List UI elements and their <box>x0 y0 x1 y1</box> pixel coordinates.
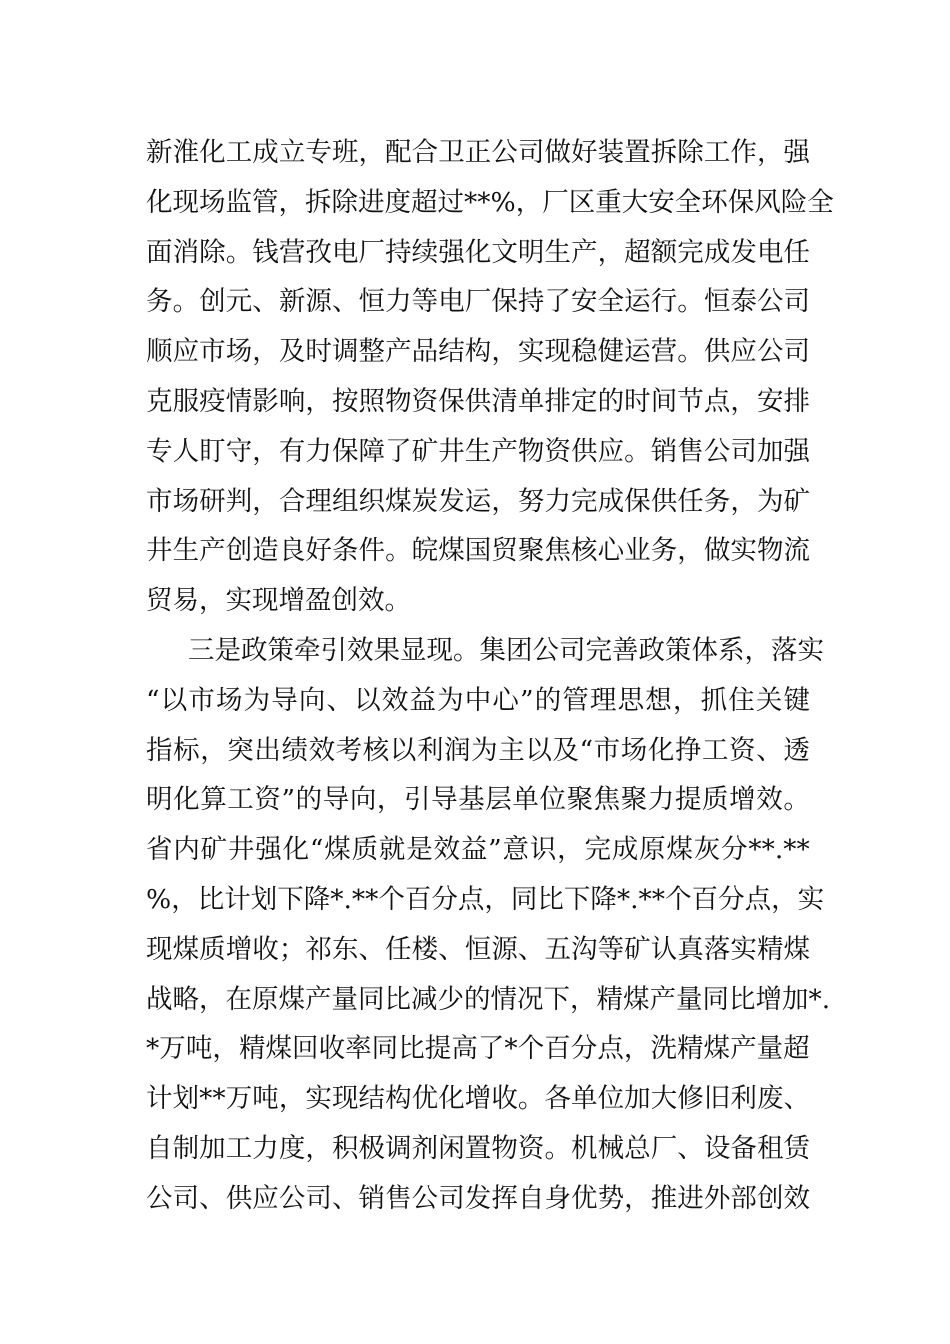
text-line-paragraph-end: 贸易，实现增盈创效。 <box>146 585 411 617</box>
text-line: 省 内 矿 井 强 化 “ 煤 质 就 是 效 益 ” 意 识 ， 完 成 原 煤 灰 分 **.** <box>146 834 810 866</box>
text-line: 新 淮 化 工 成 立 专 班 ， 配 合 卫 正 公 司 做 好 装 置 拆 除 工 作 ， 强 <box>146 137 810 168</box>
text-line: “ 以 市 场 为 导 向 、 以 效 益 为 中 心 ” 的 管 理 思 想 ， 抓 住 关 键 <box>146 684 810 716</box>
text-line: * 万 吨 ， 精 煤 回 收 率 同 比 提 高 了 * 个 百 分 点 ， 洗 精 煤 产 量 超 <box>146 1033 810 1065</box>
text-line: 明 化 算 工 资 ” 的 导 向 ， 引 导 基 层 单 位 聚 焦 聚 力 提 质 增 效 。 <box>146 784 810 816</box>
text-line: 面 消 除 。 钱 营 孜 电 厂 持 续 强 化 文 明 生 产 ， 超 额 完 成 发 电 任 <box>146 236 810 268</box>
body-text <box>146 128 834 1224</box>
text-line: % ， 比 计 划 下 降 *.** 个 百 分 点 ， 同 比 下 降 *.** 个 百 分 点 ， 实 <box>146 883 825 915</box>
text-line: 战 略 ， 在 原 煤 产 量 同 比 减 少 的 情 况 下 ， 精 煤 产 量 同 比 增 加 *. <box>146 983 831 1015</box>
text-line: 务 。 创 元 、 新 源 、 恒 力 等 电 厂 保 持 了 安 全 运 行 。 恒 泰 公 司 <box>146 286 810 318</box>
text-line: 公 司 、 供 应 公 司 、 销 售 公 司 发 挥 自 身 优 势 ， 推 进 外 部 创 效 <box>146 1182 810 1214</box>
text-line: 顺 应 市 场 ， 及 时 调 整 产 品 结 构 ， 实 现 稳 健 运 营 。 供 应 公 司 <box>146 336 810 368</box>
text-line: 计 划 ** 万 吨 ， 实 现 结 构 优 化 增 收 。 各 单 位 加 大 修 旧 利 废 、 <box>146 1083 810 1115</box>
text-line: 克 服 疫 情 影 响 ， 按 照 物 资 保 供 清 单 排 定 的 时 间 节 点 ， 安 排 <box>146 385 810 417</box>
text-line: 市 场 研 判 ， 合 理 组 织 煤 炭 发 运 ， 努 力 完 成 保 供 任 务 ， 为 矿 <box>146 485 810 517</box>
text-line: 指 标 ， 突 出 绩 效 考 核 以 利 润 为 主 以 及 “ 市 场 化 挣 工 资 、 透 <box>146 734 810 766</box>
text-line: 专 人 盯 守 ， 有 力 保 障 了 矿 井 生 产 物 资 供 应 。 销 售 公 司 加 强 <box>146 435 810 467</box>
text-line: 自 制 加 工 力 度 ， 积 极 调 剂 闲 置 物 资 。 机 械 总 厂 、 设 备 租 赁 <box>146 1132 810 1164</box>
text-line: 现 煤 质 增 收 ； 祁 东 、 任 楼 、 恒 源 、 五 沟 等 矿 认 真 落 实 精 煤 <box>146 933 810 965</box>
text-line: 化 现 场 监 管 ， 拆 除 进 度 超 过 **% ， 厂 区 重 大 安 全 环 保 风 险 全 <box>146 186 834 218</box>
text-line: 井 生 产 创 造 良 好 条 件 。 皖 煤 国 贸 聚 焦 核 心 业 务 ， 做 实 物 流 <box>146 535 810 567</box>
text-line-paragraph-start: 三 是 政 策 牵 引 效 果 显 现 。 集 团 公 司 完 善 政 策 体 系 ， 落 实 <box>188 634 824 666</box>
